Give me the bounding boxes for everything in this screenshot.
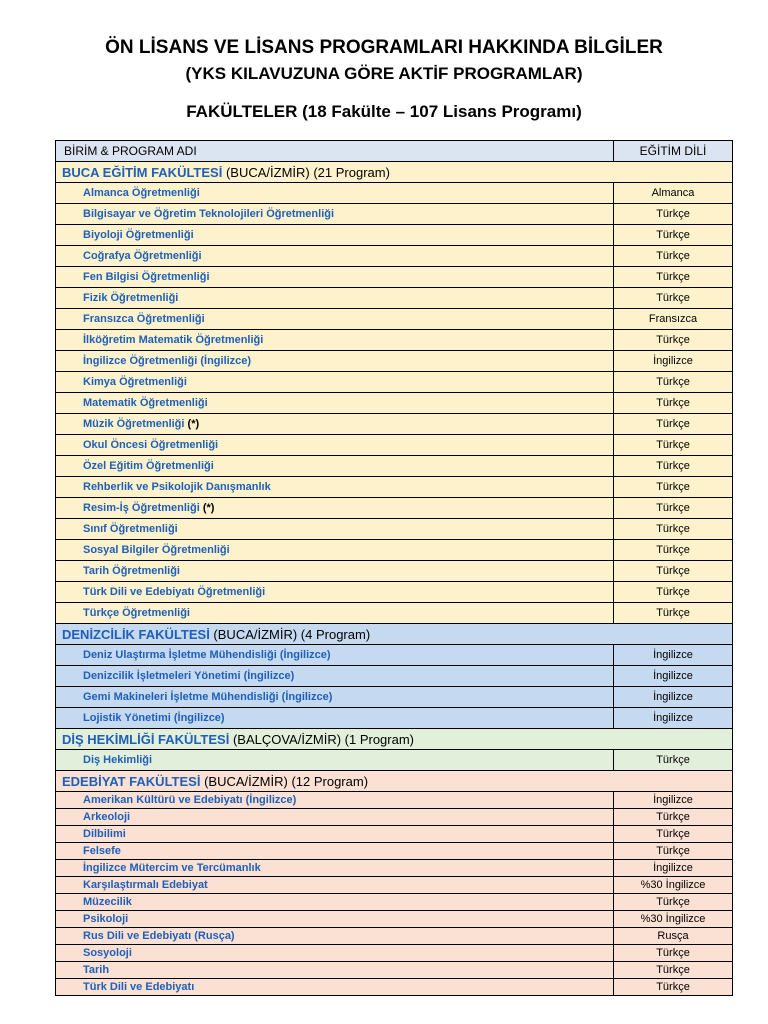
faculty-details: (BUCA/İZMİR) (12 Program) [200,773,369,789]
faculty-name: DİŞ HEKİMLİĞİ FAKÜLTESİ [62,731,230,747]
program-language: İngilizce [614,351,733,372]
program-name-cell [56,435,614,456]
program-name: İlköğretim Matematik Öğretmenliği [83,334,264,346]
program-name-cell [56,540,614,561]
program-name-cell [56,330,614,351]
program-name-cell [56,894,614,911]
table-header-row [56,141,733,162]
program-name: Türk Dili ve Edebiyatı Öğretmenliği [83,586,266,598]
program-row [56,246,733,267]
program-language: Fransızca [614,309,733,330]
faculty-row [56,729,733,750]
program-name: Dilbilimi [83,828,126,840]
faculty-row [56,624,733,645]
program-row [56,561,733,582]
program-row [56,225,733,246]
program-row [56,860,733,877]
program-language: Türkçe [614,288,733,309]
program-row [56,351,733,372]
program-row [56,330,733,351]
program-row [56,894,733,911]
program-name-cell [56,603,614,624]
program-name-cell [56,456,614,477]
program-row [56,843,733,860]
program-language: Türkçe [614,414,733,435]
program-language: Türkçe [614,477,733,498]
program-language: Türkçe [614,372,733,393]
program-row [56,809,733,826]
program-name-cell [56,979,614,996]
faculty-details: (BUCA/İZMİR) (4 Program) [209,626,371,642]
program-name: Diş Hekimliği [83,754,153,766]
faculty-row [56,771,733,792]
program-name-cell [56,708,614,729]
program-name-cell [56,582,614,603]
program-name: Amerikan Kültürü ve Edebiyatı (İngilizce) [83,794,297,806]
program-name-cell [56,183,614,204]
program-language: İngilizce [614,666,733,687]
programs-table [55,140,733,996]
program-name: Türkçe Öğretmenliği [83,607,190,619]
program-column-header: BİRİM & PROGRAM ADI [56,141,614,162]
program-row [56,372,733,393]
program-row [56,962,733,979]
program-row [56,309,733,330]
program-row [56,603,733,624]
faculty-row [56,162,733,183]
program-name: Bilgisayar ve Öğretim Teknolojileri Öğretmenliği [83,208,335,220]
program-name-cell [56,477,614,498]
program-language: Türkçe [614,809,733,826]
program-language: Türkçe [614,894,733,911]
program-name: İngilizce Öğretmenliği (İngilizce) [83,355,252,367]
program-name-cell [56,393,614,414]
program-name: Sosyoloji [83,947,132,959]
program-name-cell [56,826,614,843]
program-name: Lojistik Yönetimi (İngilizce) [83,712,225,724]
language-column-header: EĞİTİM DİLİ [614,141,733,162]
program-language: İngilizce [614,792,733,809]
program-name-cell [56,877,614,894]
program-name-cell [56,687,614,708]
program-name: Özel Eğitim Öğretmenliği [83,460,214,472]
program-language: Türkçe [614,540,733,561]
program-row [56,498,733,519]
program-name: Müzecilik [83,896,132,908]
program-row [56,393,733,414]
program-name-cell [56,843,614,860]
program-name-cell [56,792,614,809]
program-name: Karşılaştırmalı Edebiyat [83,879,208,891]
program-row [56,945,733,962]
program-name: Fizik Öğretmenliği [83,292,179,304]
program-language: Türkçe [614,330,733,351]
program-row [56,204,733,225]
section-title: FAKÜLTELER (18 Fakülte – 107 Lisans Programı) [186,102,582,121]
program-row [56,826,733,843]
program-row [56,687,733,708]
program-row [56,540,733,561]
program-name: İngilizce Mütercim ve Tercümanlık [83,862,261,874]
program-language: Türkçe [614,246,733,267]
program-language: Türkçe [614,393,733,414]
program-name: Sınıf Öğretmenliği [83,523,178,535]
program-name: Sosyal Bilgiler Öğretmenliği [83,544,230,556]
document-title: ÖN LİSANS VE LİSANS PROGRAMLARI HAKKINDA BİLGİLER [105,37,663,58]
program-name-cell [56,666,614,687]
program-name: Okul Öncesi Öğretmenliği [83,439,219,451]
program-language: İngilizce [614,687,733,708]
program-row [56,414,733,435]
program-name: Felsefe [83,845,121,857]
faculty-cell [56,729,733,750]
program-language: %30 İngilizce [614,877,733,894]
program-row [56,477,733,498]
faculty-name: EDEBİYAT FAKÜLTESİ [62,773,201,789]
program-row [56,792,733,809]
program-name-cell [56,225,614,246]
program-language: Türkçe [614,945,733,962]
program-language: Rusça [614,928,733,945]
program-row [56,911,733,928]
program-name-cell [56,809,614,826]
program-name: Türk Dili ve Edebiyatı [83,981,195,993]
program-row [56,435,733,456]
program-name-cell [56,561,614,582]
program-language: Türkçe [614,498,733,519]
program-name-cell [56,309,614,330]
program-language: Türkçe [614,456,733,477]
program-language: Türkçe [614,267,733,288]
program-row [56,183,733,204]
program-name-cell [56,498,614,519]
program-name: Coğrafya Öğretmenliği [83,250,202,262]
program-name-cell [56,414,614,435]
faculty-details: (BALÇOVA/İZMİR) (1 Program) [229,731,415,747]
program-language: Türkçe [614,843,733,860]
program-name: Tarih Öğretmenliği [83,565,180,577]
program-language: %30 İngilizce [614,911,733,928]
program-name-cell [56,750,614,771]
program-language: Türkçe [614,225,733,246]
program-name-cell [56,246,614,267]
program-language: Türkçe [614,435,733,456]
program-name-cell [56,267,614,288]
program-name: Denizcilik İşletmeleri Yönetimi (İngilizce) [83,670,295,682]
program-name: Psikoloji [83,913,129,925]
program-row [56,877,733,894]
program-row [56,979,733,996]
program-note-marker: (*) [199,502,215,514]
program-row [56,645,733,666]
program-name: Arkeoloji [83,811,131,823]
program-name: Tarih [83,964,110,976]
program-language: Türkçe [614,826,733,843]
program-row [56,750,733,771]
program-name: Fen Bilgisi Öğretmenliği [83,271,210,283]
document-subtitle: (YKS KILAVUZUNA GÖRE AKTİF PROGRAMLAR) [185,64,583,83]
program-language: Türkçe [614,561,733,582]
program-name: Kimya Öğretmenliği [83,376,187,388]
program-language: Türkçe [614,979,733,996]
program-name: Fransızca Öğretmenliği [83,313,205,325]
table-body [56,162,733,996]
program-language: Türkçe [614,962,733,979]
program-row [56,519,733,540]
program-name: Müzik Öğretmenliği [83,418,185,430]
program-name: Deniz Ulaştırma İşletme Mühendisliği (İngilizce) [83,649,331,661]
faculty-cell [56,162,733,183]
program-row [56,288,733,309]
program-row [56,708,733,729]
program-name-cell [56,204,614,225]
program-name: Gemi Makineleri İşletme Mühendisliği (İngilizce) [83,691,333,703]
program-name-cell [56,372,614,393]
program-name: Resim-İş Öğretmenliği [83,502,200,514]
faculty-details: (BUCA/İZMİR) (21 Program) [222,164,390,180]
faculty-name: BUCA EĞİTİM FAKÜLTESİ [62,164,223,180]
program-name-cell [56,288,614,309]
program-row [56,666,733,687]
program-note-marker: (*) [184,418,200,430]
program-row [56,267,733,288]
program-language: İngilizce [614,645,733,666]
program-name-cell [56,860,614,877]
program-name: Biyoloji Öğretmenliği [83,229,194,241]
program-language: İngilizce [614,860,733,877]
program-name-cell [56,351,614,372]
program-language: İngilizce [614,708,733,729]
program-name: Almanca Öğretmenliği [83,187,200,199]
program-name: Rehberlik ve Psikolojik Danışmanlık [83,481,271,493]
faculty-name: DENİZCİLİK FAKÜLTESİ [62,626,210,642]
program-name-cell [56,928,614,945]
document-header [0,36,768,123]
program-language: Türkçe [614,519,733,540]
program-row [56,582,733,603]
program-language: Türkçe [614,204,733,225]
program-name-cell [56,645,614,666]
faculty-cell [56,624,733,645]
program-language: Türkçe [614,750,733,771]
program-language: Türkçe [614,582,733,603]
program-language: Türkçe [614,603,733,624]
program-name-cell [56,911,614,928]
faculty-cell [56,771,733,792]
program-row [56,928,733,945]
program-language: Almanca [614,183,733,204]
program-row [56,456,733,477]
program-name-cell [56,945,614,962]
program-name-cell [56,962,614,979]
program-name-cell [56,519,614,540]
program-name: Matematik Öğretmenliği [83,397,208,409]
program-name: Rus Dili ve Edebiyatı (Rusça) [83,930,235,942]
